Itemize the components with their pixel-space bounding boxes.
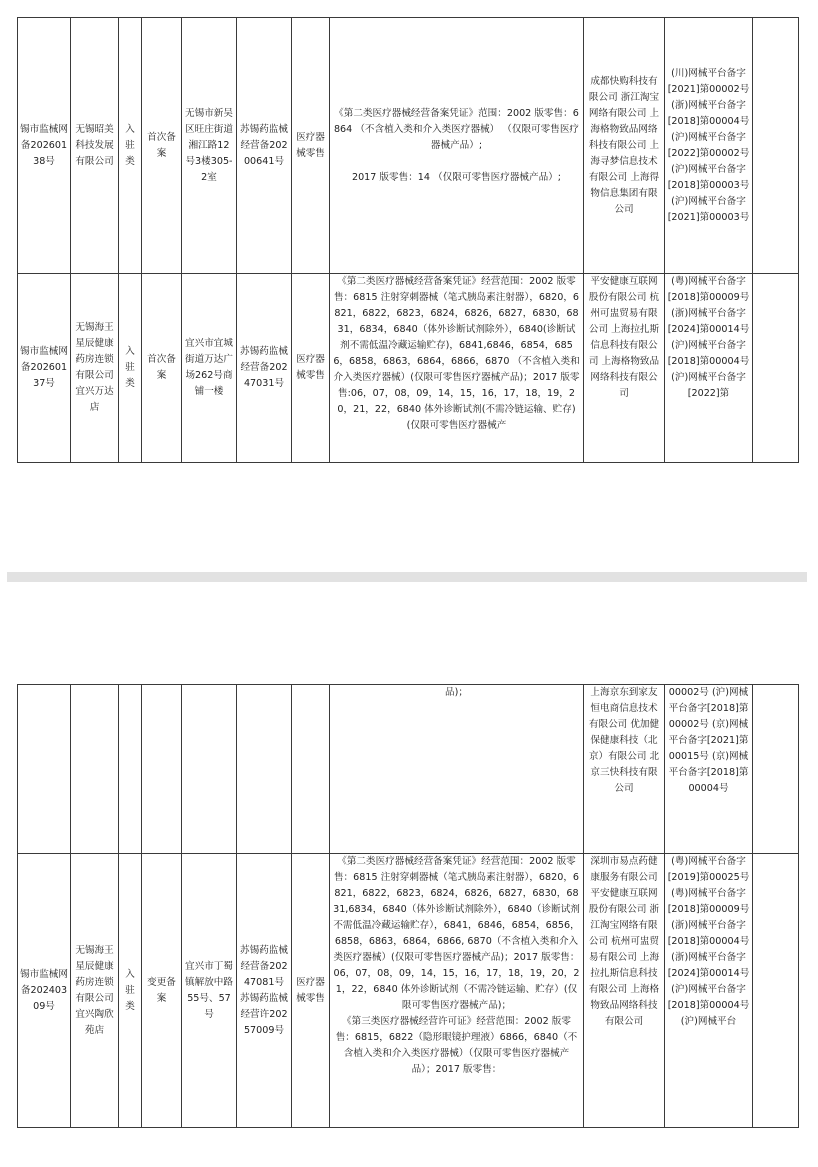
company-name: 无锡海王星辰健康药房连锁有限公司宜兴万达店 (71, 274, 119, 463)
table-row (18, 685, 799, 854)
remark (753, 274, 799, 463)
page-separator (7, 572, 807, 582)
filing-type: 变更备案 (142, 854, 182, 1128)
filing-type: 首次备案 (142, 18, 182, 274)
business-scope (330, 685, 584, 854)
record-no (18, 685, 71, 854)
platform-companies: 成都快购科技有限公司 浙江淘宝网络有限公司 上海格物致品网络科技有限公司 上海寻梦信息技术有限公司 上海得物信息集团有限公司 (584, 18, 665, 274)
platform-companies: 上海京东到家友恒电商信息技术有限公司 优加健保健康科技（北京）有限公司 北京三快科技有限公司 (584, 685, 665, 854)
company-name: 无锡昭美科技发展有限公司 (71, 18, 119, 274)
license-no: 苏锡药监械经营备20200641号 (237, 18, 292, 274)
page-2 (0, 582, 818, 1167)
scope-line: 《第三类医疗器械经营许可证》经营范围：2002 版零售：6815，6822（隐形眼镜护理液）6866，6840（不含植入类和介入类医疗器械）（仅限可零售医疗器械产品）；2017 版零售： (335, 1016, 578, 1075)
scope-line: 品)； (445, 687, 468, 698)
table-row (18, 854, 799, 1128)
scope-line: 《第二类医疗器械经营备案凭证》经营范围：2002 版零售：6815 注射穿刺器械（笔式胰岛素注射器），6820，6821，6822，6823，6824，6826，6827，6830，6831，6834，6840（体外诊断试剂除外），6840(诊断试剂不需低温冷藏运输贮存)，6841,6846，6854，6856，6858，6863，6864，6866，6870 （不含植入类和介入类医疗器械）(仅限可零售医疗器械产品)；2017 版零售:06，07，08，09，14，15，16，17，18，19，20，21，22，6840 体外诊断试剂(不需冷链运输、贮存)(仅限可零售医疗器械产 (333, 276, 580, 431)
filing-type (142, 685, 182, 854)
license-no: 苏锡药监械经营备20247081号 苏锡药监械经营许20257009号 (237, 854, 292, 1128)
business-scope (330, 854, 584, 1128)
company-name: 无锡海王星辰健康药房连锁有限公司宜兴陶欣苑店 (71, 854, 119, 1128)
business-type: 医疗器械零售 (292, 274, 330, 463)
filing-table-page-1 (17, 17, 799, 463)
scope-line (333, 154, 580, 170)
filing-type: 首次备案 (142, 274, 182, 463)
platform-companies: 深圳市易点药健康服务有限公司 平安健康互联网股份有限公司 浙江淘宝网络有限公司 杭州可盅贸易有限公司 上海拉扎斯信息科技有限公司 上海格物致品网络科技有限公司 (584, 854, 665, 1128)
remark (753, 854, 799, 1128)
filing-table-page-2 (17, 684, 799, 1128)
company-name (71, 685, 119, 854)
category: 入驻类 (119, 854, 142, 1128)
record-no: 锡市监械网备20240309号 (18, 854, 71, 1128)
platform-companies: 平安健康互联网股份有限公司 杭州可盅贸易有限公司 上海拉扎斯信息科技有限公司 上海格物致品网络科技有限公司 (584, 274, 665, 463)
license-no (237, 685, 292, 854)
scope-line: 《第二类医疗器械经营备案凭证》经营范围：2002 版零售：6815 注射穿刺器械（笔式胰岛素注射器），6820，6821，6822，6823，6824，6826，6827，6830，6831,6834，6840（体外诊断试剂除外），6840（诊断试剂不需低温冷藏运输贮存），6841，6846，6854，6856，6858，6863，6864，6866, 6870（不含植入类和介入类医疗器械）(仅限可零售医疗器械产品)；2017 版零售：06，07，08，09，14，15，16，17，18，19，20，21，22，6840 体外诊断试剂（不需冷链运输、贮存）(仅限可零售医疗器械产品)； (333, 856, 580, 1011)
address: 宜兴市宜城街道万达广场262号商铺一楼 (182, 274, 237, 463)
business-type: 医疗器械零售 (292, 854, 330, 1128)
business-type: 医疗器械零售 (292, 18, 330, 274)
remark (753, 685, 799, 854)
scope-line: 2017 版零售：14 （仅限可零售医疗器械产品）; (351, 171, 562, 183)
business-scope (330, 18, 584, 274)
record-no: 锡市监械网备20260138号 (18, 18, 71, 274)
remark (753, 18, 799, 274)
scope-line: 《第二类医疗器械经营备案凭证》范围：2002 版零售：6864 （不含植入类和介入类医疗器械） （仅限可零售医疗器械产品）; (333, 107, 580, 151)
page-1 (0, 0, 818, 572)
platform-record-nos: (川)网械平台备字[2021]第00002号 (浙)网械平台备字[2018]第00004号 (沪)网械平台备字[2022]第00002号 (沪)网械平台备字[2018]第00003号 (沪)网械平台备字[2021]第00003号 (665, 18, 753, 274)
platform-record-nos: 00002号 (沪)网械平台备字[2018]第00002号 (京)网械平台备字[2021]第00015号 (京)网械平台备字[2018]第00004号 (665, 685, 753, 854)
business-scope (330, 274, 584, 463)
category: 入驻类 (119, 18, 142, 274)
address (182, 685, 237, 854)
category: 入驻类 (119, 274, 142, 463)
business-type (292, 685, 330, 854)
address: 宜兴市丁蜀镇解放中路55号、57号 (182, 854, 237, 1128)
platform-record-nos: (粤)网械平台备字[2019]第00025号 (粤)网械平台备字[2018]第00009号 (浙)网械平台备字[2018]第00004号 (浙)网械平台备字[2024]第00014号 (沪)网械平台备字[2018]第00004号 (沪)网械平台 (665, 854, 753, 1128)
table-row (18, 18, 799, 274)
category (119, 685, 142, 854)
license-no: 苏锡药监械经营备20247031号 (237, 274, 292, 463)
record-no: 锡市监械网备20260137号 (18, 274, 71, 463)
table-row (18, 274, 799, 463)
platform-record-nos: (粤)网械平台备字[2018]第00009号 (浙)网械平台备字[2024]第00014号 (沪)网械平台备字[2018]第00004号 (沪)网械平台备字[2022]第 (665, 274, 753, 463)
address: 无锡市新吴区旺庄街道湘江路12号3楼305-2室 (182, 18, 237, 274)
